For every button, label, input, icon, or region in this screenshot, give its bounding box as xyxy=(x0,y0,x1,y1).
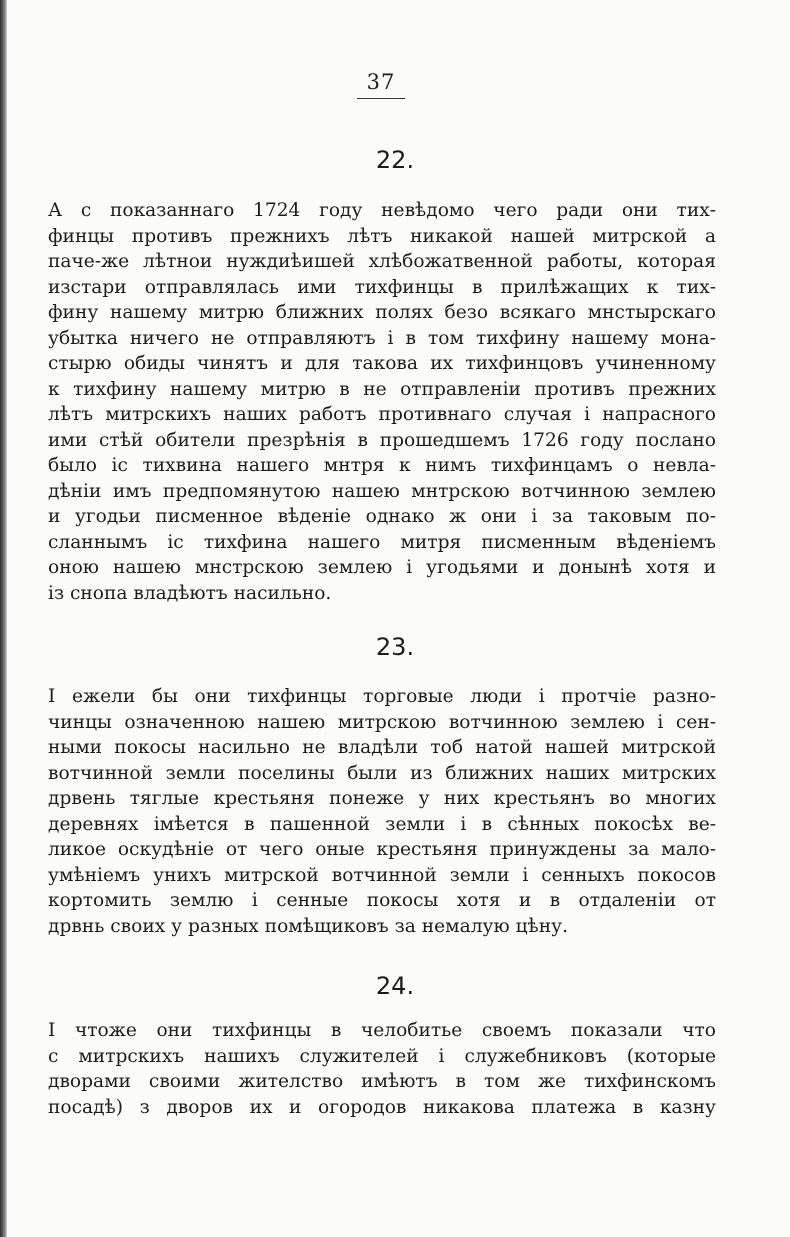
text-line: паче-же лѣтнои нуждиѣишей хлѣбожатвенной работы, которая xyxy=(48,251,716,272)
text-line: кортомить землю і сенные покосы хотя и в отдаленіи от xyxy=(48,890,716,911)
page-number-rule xyxy=(357,98,405,99)
section-heading-23: 23. xyxy=(375,633,415,661)
page-number: 37 xyxy=(366,70,396,94)
text-line: дворами своими жителство имѣютъ в том же тихфинскомъ xyxy=(48,1071,716,1092)
text-line: ными покосы насильно не владѣли тоб натой нашей митрской xyxy=(48,737,716,758)
text-line: посадѣ) з дворов их и огородов никакова платежа в казну xyxy=(48,1096,716,1118)
text-line: вотчинной земли поселины были из ближних наших митрских xyxy=(48,762,716,784)
text-line: с митрскихъ нашихъ служителей і служебниковъ (которые xyxy=(48,1045,716,1067)
text-line: чинцы означенною нашею митрскою вотчинною землею і сен- xyxy=(48,711,716,733)
section-23-paragraph xyxy=(48,684,716,939)
text-line: із снопа владѣютъ насильно. xyxy=(48,582,332,604)
text-line: лѣтъ митрскихъ наших работъ противнаго случая і напрасного xyxy=(48,404,716,425)
text-line: сланнымъ іс тихфина нашего митря писменным вѣденіемъ xyxy=(48,531,716,553)
text-line: финцы противъ прежнихъ лѣтъ никакой нашей митрской а xyxy=(48,225,716,247)
text-line: дѣніи имъ предпомянутою нашею мнтрскою вотчинною землею xyxy=(48,480,716,502)
section-24-paragraph xyxy=(48,1018,716,1120)
text-line: ликое оскудѣніе от чего оные крестьяня принуждены за мало- xyxy=(48,839,716,860)
text-line: дрвнь своих у разных помѣщиковъ за немалую цѣну. xyxy=(48,915,568,937)
text-line: стырю обиды чинятъ и для такова их тихфинцовъ учиненному xyxy=(48,353,716,374)
text-line: оною нашею мнстрскою землею і угодьями и донынѣ хотя и xyxy=(48,557,716,578)
text-line: фину нашему митрю ближних полях безо всякаго мнстырскаго xyxy=(48,302,716,323)
page-edge-shadow xyxy=(0,0,7,1237)
section-22-paragraph xyxy=(48,198,716,606)
text-line: изстари отправлялась ими тихфинцы в прилѣжащих к тих- xyxy=(48,276,716,298)
section-heading-22: 22. xyxy=(375,146,415,174)
text-line: І ежели бы они тихфинцы торговые люди і протчіе разно- xyxy=(48,686,716,707)
text-line: к тихфину нашему митрю в не отправленіи противъ прежних xyxy=(48,378,716,400)
text-line: дрвень тяглые крестьяня понеже у них крестьянъ во многих xyxy=(48,788,716,809)
text-line: А с показаннаго 1724 году невѣдомо чего ради они тих- xyxy=(48,200,716,221)
text-line: и угодьи писменное вѣденіе однако ж они і за таковым по- xyxy=(48,506,716,527)
text-line: І чтоже они тихфинцы в челобитье своемъ показали что xyxy=(48,1020,716,1041)
section-heading-24: 24. xyxy=(375,972,415,1000)
text-line: деревнях імѣется в пашенной земли і в сѣнных покосѣх ве- xyxy=(48,813,716,835)
text-line: убытка ничего не отправляютъ і в том тихфину нашему мона- xyxy=(48,327,716,349)
text-line: было іс тихвина нашего мнтря к нимъ тихфинцамъ о невла- xyxy=(48,455,716,476)
text-line: ими стѣй обители презрѣнія в прошедшемъ 1726 году послано xyxy=(48,429,716,451)
text-line: умѣніемъ унихъ митрской вотчинной земли і сенныхъ покосов xyxy=(48,864,716,886)
